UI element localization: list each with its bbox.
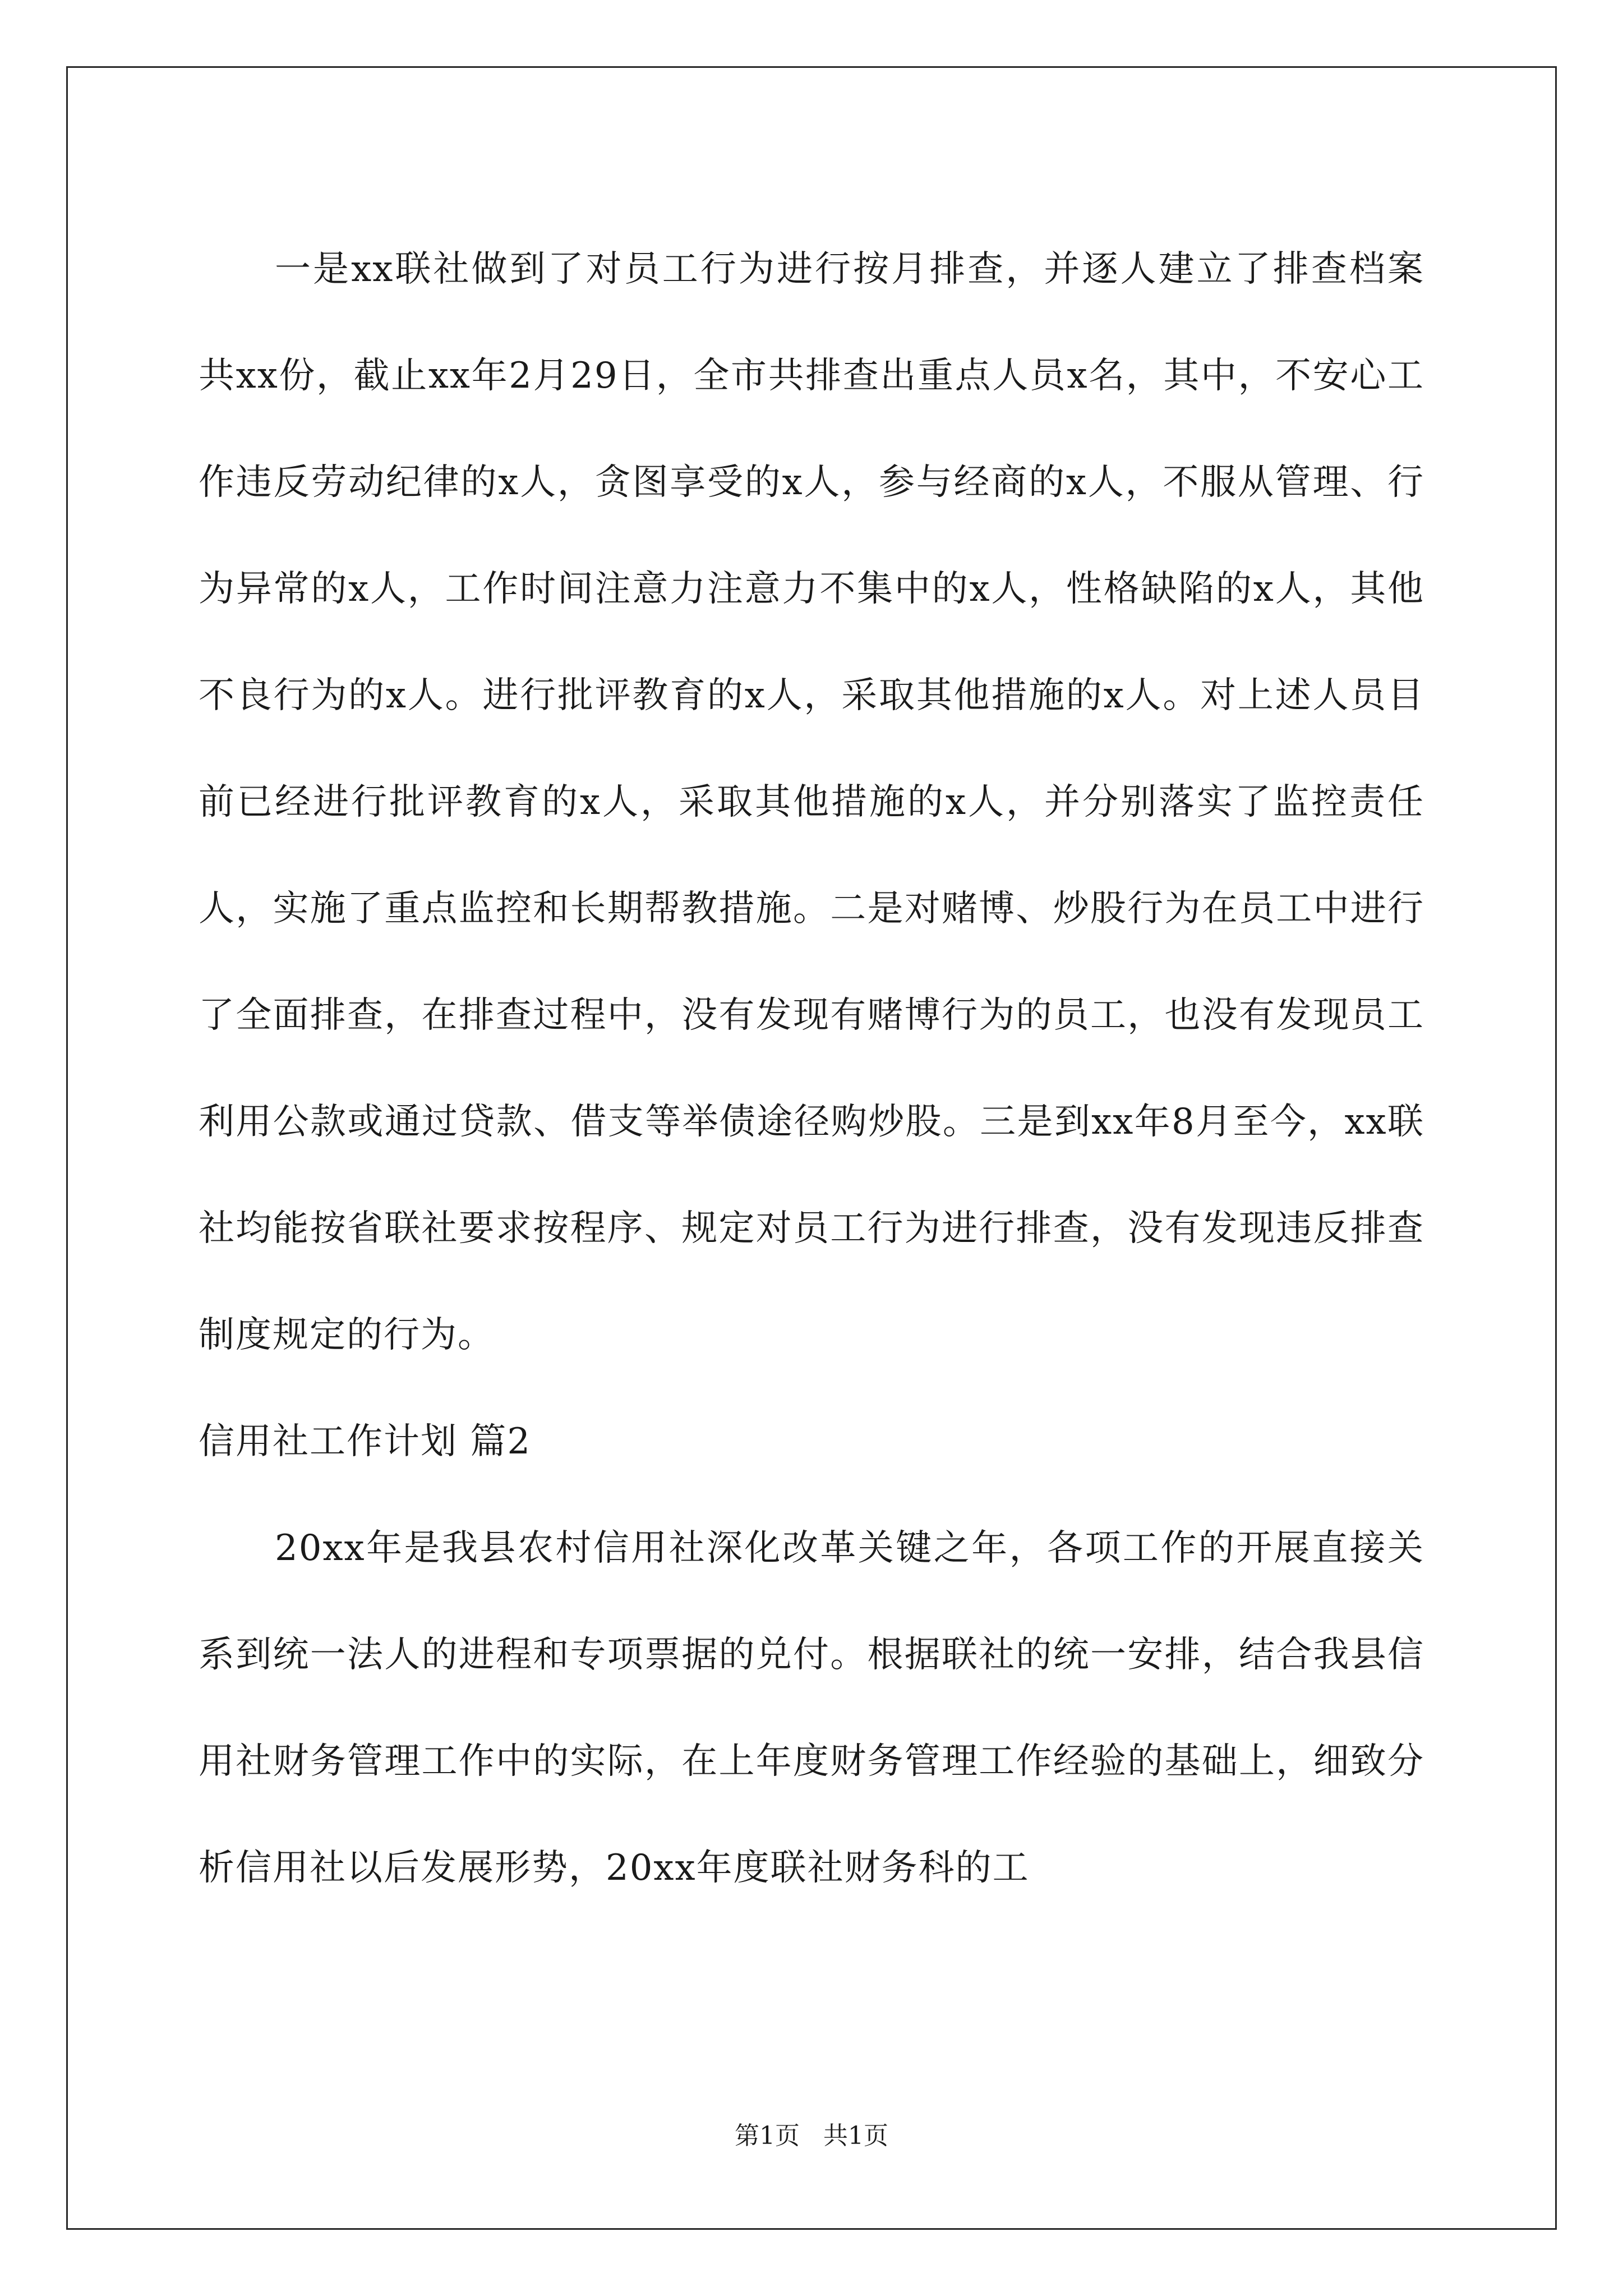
paragraph-2: 20xx年是我县农村信用社深化改革关键之年，各项工作的开展直接关系到统一法人的进程和专项票据的兑付。根据联社的统一安排，结合我县信用社财务管理工作中的实际，在上年度财务管理工作经验的基础上，细致分析信用社以后发展形势，20xx年度联社财务科的工 xyxy=(199,1527,1424,1889)
section-heading: 信用社工作计划 篇2 xyxy=(199,1421,532,1462)
document-body xyxy=(199,216,1424,1921)
page-footer: 第1页 共1页 xyxy=(735,2122,888,2150)
paragraph-1: 一是xx联社做到了对员工行为进行按月排查，并逐人建立了排查档案共xx份，截止xx年2月29日，全市共排查出重点人员x名，其中，不安心工作违反劳动纪律的x人，贪图享受的x人，参与经商的x人，不服从管理、行为异常的x人，工作时间注意力注意力不集中的x人，性格缺陷的x人，其他不良行为的x人。进行批评教育的x人，采取其他措施的x人。对上述人员目前已经进行批评教育的x人，采取其他措施的x人，并分别落实了监控责任人，实施了重点监控和长期帮教措施。二是对赌博、炒股行为在员工中进行了全面排查，在排查过程中，没有发现有赌博行为的员工，也没有发现员工利用公款或通过贷款、借支等举债途径购炒股。三是到xx年8月至今，xx联社均能按省联社要求按程序、规定对员工行为进行排查，没有发现违反排查制度规定的行为。 xyxy=(199,249,1424,1356)
